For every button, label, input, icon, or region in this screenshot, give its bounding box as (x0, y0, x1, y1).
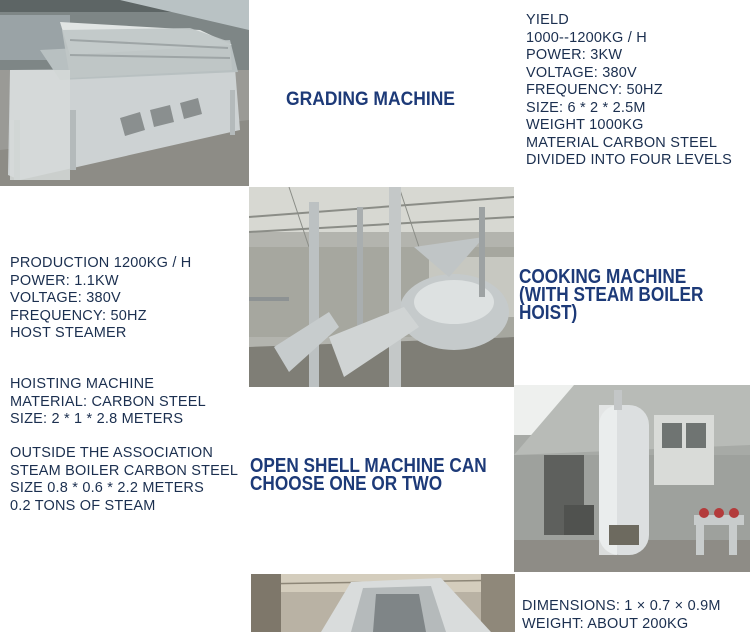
spec-line: PRODUCTION 1200KG / H (10, 255, 191, 273)
spec-line: SIZE: 2 * 1 * 2.8 METERS (10, 411, 206, 429)
spec-line: POWER: 3KW (526, 47, 732, 65)
open-shell-machine-photo (251, 574, 515, 632)
cooking-machine-photo (249, 187, 514, 387)
spec-line: HOST STEAMER (10, 325, 191, 343)
spec-line: DIVIDED INTO FOUR LEVELS (526, 152, 732, 170)
cooking-title-line-3: HOIST) (519, 304, 703, 322)
spec-line: MATERIAL CARBON STEEL (526, 135, 732, 153)
spec-line: VOLTAGE: 380V (10, 290, 191, 308)
spec-line: POWER: 1.1KW (10, 273, 191, 291)
cooking-title-line-1: COOKING MACHINE (519, 268, 703, 286)
open-shell-title-line-2: CHOOSE ONE OR TWO (250, 475, 487, 493)
spec-line: VOLTAGE: 380V (526, 65, 732, 83)
cooking-machine-title (519, 268, 703, 322)
open-shell-machine-specs (522, 598, 721, 633)
spec-line: WEIGHT: ABOUT 200KG (522, 616, 721, 633)
spec-line: 0.2 TONS OF STEAM (10, 498, 238, 516)
spec-line: FREQUENCY: 50HZ (10, 308, 191, 326)
spec-line: DIMENSIONS: 1 × 0.7 × 0.9M (522, 598, 721, 616)
steam-boiler-specs (10, 445, 238, 515)
spec-line: OUTSIDE THE ASSOCIATION (10, 445, 238, 463)
spec-line: SIZE 0.8 * 0.6 * 2.2 METERS (10, 480, 238, 498)
spec-line: MATERIAL: CARBON STEEL (10, 394, 206, 412)
grading-machine-title: GRADING MACHINE (286, 89, 455, 111)
spec-line: FREQUENCY: 50HZ (526, 82, 732, 100)
hoisting-machine-specs (10, 376, 206, 429)
cooking-machine-specs (10, 255, 191, 343)
spec-line: WEIGHT 1000KG (526, 117, 732, 135)
spec-line: SIZE: 6 * 2 * 2.5M (526, 100, 732, 118)
cooking-title-line-2: (WITH STEAM BOILER (519, 286, 703, 304)
spec-line: 1000--1200KG / H (526, 30, 732, 48)
steam-boiler-photo (514, 385, 750, 572)
open-shell-title-line-1: OPEN SHELL MACHINE CAN (250, 457, 487, 475)
grading-machine-specs (526, 12, 732, 170)
open-shell-machine-title (250, 457, 487, 493)
spec-line: YIELD (526, 12, 732, 30)
spec-line: STEAM BOILER CARBON STEEL (10, 463, 238, 481)
spec-line: HOISTING MACHINE (10, 376, 206, 394)
grading-machine-photo (0, 0, 249, 186)
